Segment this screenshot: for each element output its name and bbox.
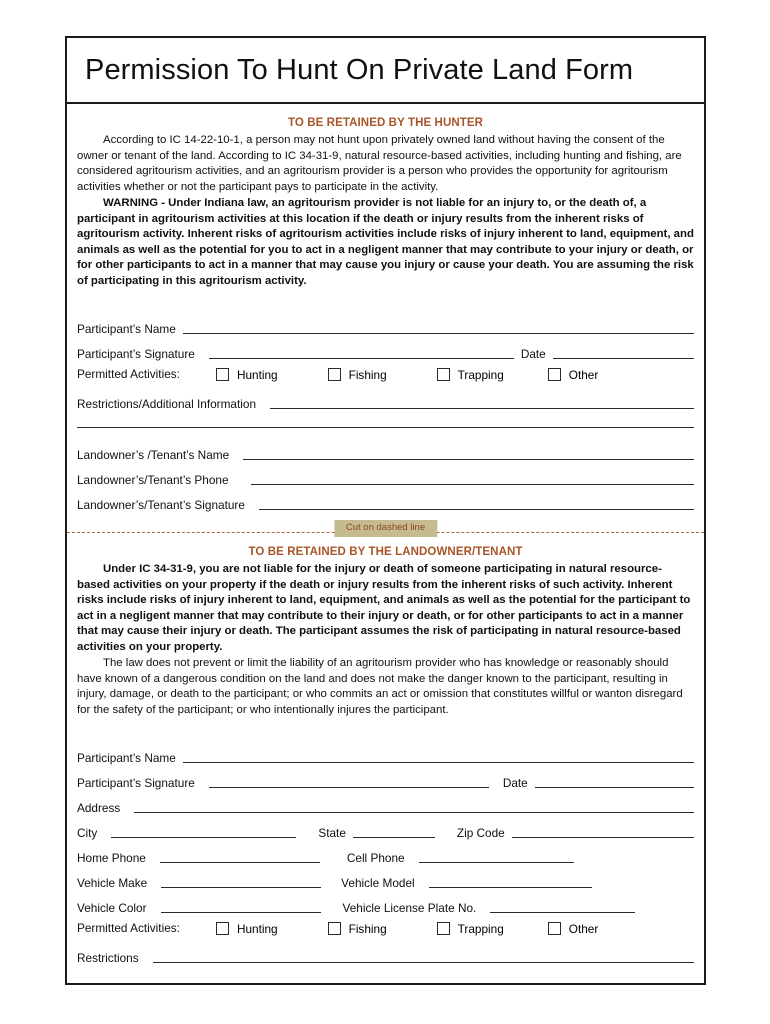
- landowner-paragraph-1: Under IC 34-31-9, you are not liable for the injury or death of someone participating in natural resource-based activities on your property if the death or injury results from the inherent risks of such activity. Inherent risks include risks of injury inherent to land, equipment, and animals as well as the potential for the participant to act in a negligent manner that may contribute to their injury or death, or for other participants to act in a manner that may cause their injury or death. The participant assumes the risk of participating in natural resource-based activities on your property.: [77, 563, 691, 653]
- permitted-activities-row-landowner: [77, 916, 694, 941]
- title-cell: [67, 38, 704, 104]
- form-body: [67, 104, 704, 983]
- home-phone-input-line[interactable]: [160, 862, 320, 863]
- field-row-landowner-phone: [77, 463, 694, 488]
- vehicle-make-label: Vehicle Make: [77, 876, 148, 891]
- permitted-activities-label-2: Permitted Activities:: [77, 921, 180, 935]
- participant-name-input-line-2[interactable]: [183, 762, 694, 763]
- home-phone-label: Home Phone: [77, 851, 146, 866]
- checkbox-label-trapping: Trapping: [457, 367, 504, 382]
- vehicle-license-plate-input-line[interactable]: [490, 912, 635, 913]
- date-label-2: Date: [502, 776, 528, 791]
- checkbox-other-2[interactable]: [548, 922, 561, 935]
- date-input-line[interactable]: [553, 358, 694, 359]
- participant-name-label-2: Participant’s Name: [77, 751, 176, 766]
- field-row-landowner-signature: [77, 488, 694, 513]
- field-row-participant-signature-hunter: [77, 337, 694, 362]
- restrictions-label: Restrictions/Additional Information: [77, 397, 257, 412]
- field-row-participant-signature-landowner: [77, 766, 694, 791]
- checkbox-group-trapping-hunter[interactable]: [437, 368, 504, 382]
- field-row-participant-name-landowner: [77, 741, 694, 766]
- checkbox-group-other-landowner[interactable]: [548, 922, 599, 936]
- landowner-name-input-line[interactable]: [243, 459, 694, 460]
- date-input-line-2[interactable]: [535, 787, 694, 788]
- page-title: Permission To Hunt On Private Land Form: [85, 53, 634, 86]
- vehicle-color-input-line[interactable]: [161, 912, 321, 913]
- checkbox-label-fishing: Fishing: [348, 367, 387, 382]
- field-row-address: [77, 791, 694, 816]
- checkbox-hunting-2[interactable]: [216, 922, 229, 935]
- landowner-signature-input-line[interactable]: [259, 509, 694, 510]
- hunter-warning-paragraph: WARNING - Under Indiana law, an agritourism provider is not liable for an injury to, or the death of, a participant in agritourism activities at this location if the death or injury results from the inherent risks of agritourism activity. Inherent risks of agritourism activities include risks of injury inherent to land, equipment, and animals as well as the potential for you to act in a negligent manner that may contribute to your injury or death, or for other participants to act in a manner that may cause you injury or cause your death. You are assuming the risk of participating in this agritourism activity.: [77, 197, 694, 287]
- state-input-line[interactable]: [353, 837, 435, 838]
- landowner-name-label: Landowner’s /Tenant’s Name: [77, 448, 230, 463]
- landowner-phone-input-line[interactable]: [251, 484, 694, 485]
- city-label: City: [77, 826, 98, 841]
- checkbox-fishing-2[interactable]: [328, 922, 341, 935]
- restrictions-label-2: Restrictions: [77, 951, 139, 966]
- landowner-phone-label: Landowner’s/Tenant’s Phone: [77, 473, 229, 488]
- date-label: Date: [520, 347, 546, 362]
- participant-signature-label: Participant’s Signature: [77, 347, 195, 362]
- participant-name-input-line[interactable]: [183, 333, 694, 334]
- participant-name-label: Participant’s Name: [77, 322, 176, 337]
- vehicle-model-label: Vehicle Model: [341, 876, 415, 891]
- address-label: Address: [77, 801, 121, 816]
- zip-code-label: Zip Code: [456, 826, 505, 841]
- hunter-section-heading: TO BE RETAINED BY THE HUNTER: [287, 117, 484, 129]
- city-input-line[interactable]: [111, 837, 296, 838]
- checkbox-label-trapping-2: Trapping: [457, 921, 504, 936]
- hunter-paragraph-1: According to IC 14-22-10-1, a person may not hunt upon privately owned land without having the consent of the owner or tenant of the land. According to IC 34-31-9, natural resource-based activities, including hunting and fishing, are considered agritourism activities, and an agritourism provider is a person who provides the opportunity for agritourism activities whether or not the participant pays to participate in the activity.: [77, 134, 682, 193]
- checkbox-group-fishing-hunter[interactable]: [328, 368, 387, 382]
- checkbox-group-trapping-landowner[interactable]: [437, 922, 504, 936]
- restrictions-continuation-line[interactable]: [77, 427, 694, 428]
- cut-line-badge: Cut on dashed line: [334, 520, 437, 537]
- checkbox-label-other: Other: [568, 367, 599, 382]
- checkbox-other[interactable]: [548, 368, 561, 381]
- landowner-signature-label: Landowner’s/Tenant’s Signature: [77, 498, 245, 513]
- participant-signature-label-2: Participant’s Signature: [77, 776, 195, 791]
- checkbox-trapping-2[interactable]: [437, 922, 450, 935]
- checkbox-label-fishing-2: Fishing: [348, 921, 387, 936]
- checkbox-trapping[interactable]: [437, 368, 450, 381]
- checkbox-group-hunting-landowner[interactable]: [216, 922, 278, 936]
- vehicle-make-input-line[interactable]: [161, 887, 321, 888]
- landowner-paragraph-2: The law does not prevent or limit the liability of an agritourism provider who has knowledge or reasonably should have known of a dangerous condition on the land and does not make the danger known to the participant, resulting in injury, damage, or death to the participant; or who commits an act or omission that constitutes willful or wanton disregard for the safety of the participant; or who intentionally injures the participant.: [77, 657, 683, 716]
- participant-signature-input-line-2[interactable]: [209, 787, 489, 788]
- zip-code-input-line[interactable]: [512, 837, 694, 838]
- checkbox-group-hunting-hunter[interactable]: [216, 368, 278, 382]
- landowner-section-heading: TO BE RETAINED BY THE LANDOWNER/TENANT: [248, 546, 523, 558]
- vehicle-model-input-line[interactable]: [429, 887, 592, 888]
- vehicle-license-plate-label: Vehicle License Plate No.: [342, 901, 477, 916]
- permitted-activities-row-hunter: [77, 362, 694, 387]
- participant-signature-input-line[interactable]: [209, 358, 514, 359]
- field-row-city-state-zip: [77, 816, 694, 841]
- field-row-participant-name-hunter: [77, 312, 694, 337]
- field-row-restrictions-hunter: [77, 387, 694, 412]
- permitted-activities-label: Permitted Activities:: [77, 367, 180, 381]
- checkbox-label-hunting: Hunting: [236, 367, 278, 382]
- cell-phone-input-line[interactable]: [419, 862, 574, 863]
- cut-line-section: [67, 519, 704, 543]
- checkbox-label-other-2: Other: [568, 921, 599, 936]
- restrictions-input-line-2[interactable]: [153, 962, 694, 963]
- cell-phone-label: Cell Phone: [346, 851, 405, 866]
- checkbox-group-other-hunter[interactable]: [548, 368, 599, 382]
- field-row-phones: [77, 841, 694, 866]
- field-row-restrictions-landowner: [77, 941, 694, 966]
- address-input-line[interactable]: [134, 812, 694, 813]
- checkbox-hunting[interactable]: [216, 368, 229, 381]
- vehicle-color-label: Vehicle Color: [77, 901, 147, 916]
- field-row-vehicle-color-plate: [77, 891, 694, 916]
- form-frame: [65, 36, 706, 985]
- state-label: State: [318, 826, 346, 841]
- checkbox-fishing[interactable]: [328, 368, 341, 381]
- checkbox-group-fishing-landowner[interactable]: [328, 922, 387, 936]
- checkbox-label-hunting-2: Hunting: [236, 921, 278, 936]
- restrictions-input-line[interactable]: [270, 408, 694, 409]
- field-row-landowner-name: [77, 438, 694, 463]
- field-row-vehicle-make-model: [77, 866, 694, 891]
